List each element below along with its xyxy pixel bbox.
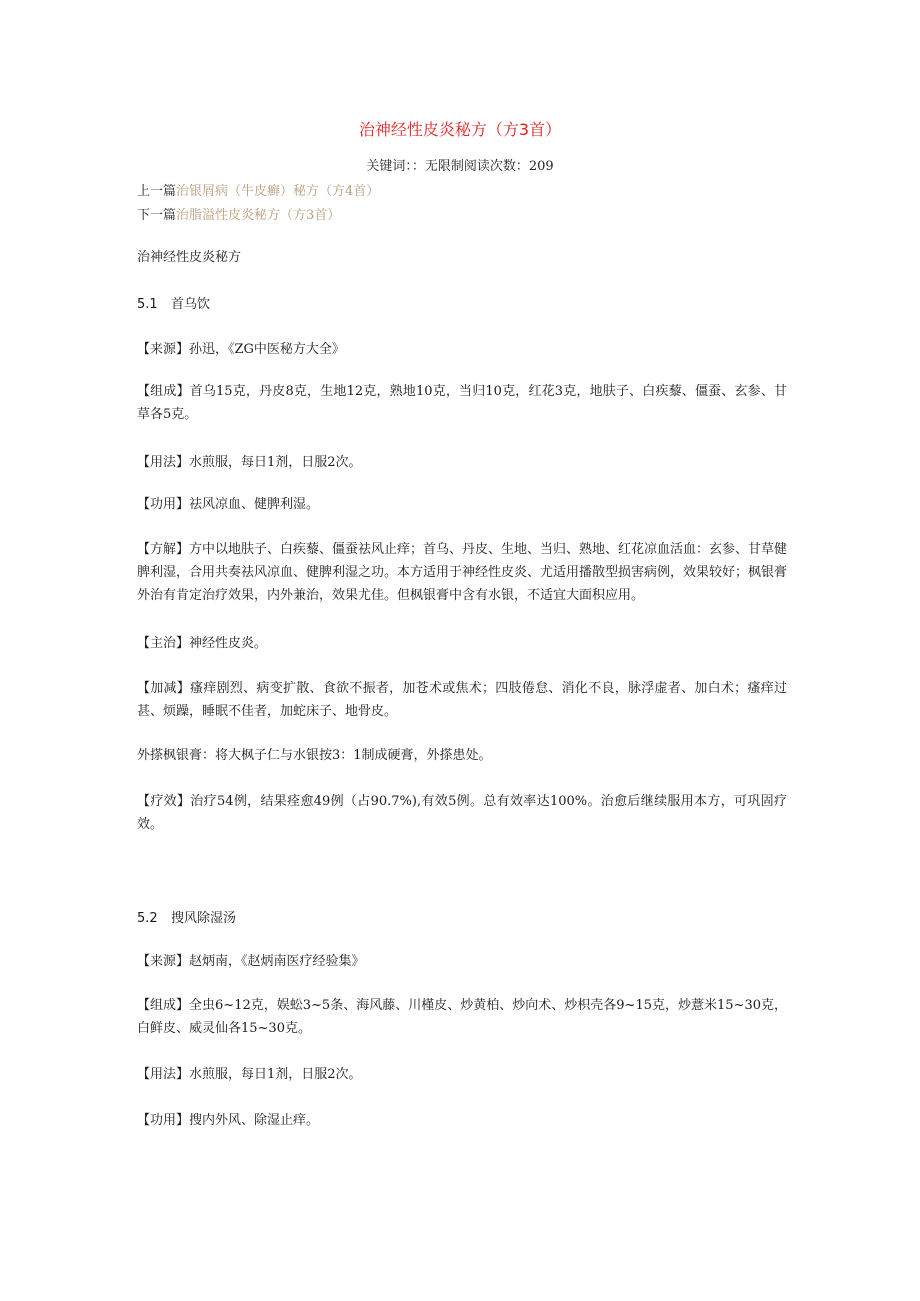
- recipe-name: 搜风除湿汤: [171, 911, 237, 926]
- recipe-indication: 【主治】神经性皮炎。: [137, 636, 268, 651]
- recipe-modification: 【加减】瘙痒剧烈、病变扩散、食欲不振者，加苍术或焦术；四肢倦怠、消化不良，脉浮虚者、加白术；瘙痒过甚、烦躁，睡眠不佳者，加蛇床子、地骨皮。: [137, 681, 787, 719]
- recipe-explanation: 【方解】方中以地肤子、白疾藜、僵蚕祛风止痒；首乌、丹皮、生地、当归、熟地、红花凉血活血：玄参、甘草健脾利湿，合用共奏祛风凉血、健脾利湿之功。本方适用于神经性皮炎、尤适用播散型损害病例，效果较好；枫银膏外治有肯定治疗效果，内外兼治，效果尤佳。但枫银膏中含有水银，不适宜大面积应用。: [137, 542, 788, 603]
- prev-article-link[interactable]: 治银屑病（牛皮癣）秘方（方4首）: [176, 184, 380, 199]
- recipe-effect: 【功用】搜内外风、除湿止痒。: [137, 1113, 320, 1128]
- recipe-heading-2: [137, 907, 787, 930]
- next-label: 下一篇: [137, 208, 177, 223]
- next-article-link[interactable]: 治脂溢性皮炎秘方（方3首）: [176, 208, 341, 223]
- recipe-usage: 【用法】水煎服，每日1剂，日服2次。: [137, 455, 362, 470]
- recipe-name: 首乌饮: [171, 297, 211, 312]
- recipe-composition: 【组成】首乌15克，丹皮8克，生地12克，熟地10克，当归10克，红花3克，地肤子、白疾藜、僵蚕、玄参、甘草各5克。: [137, 384, 787, 422]
- prev-label: 上一篇: [137, 184, 177, 199]
- article-meta: 关键词：：无限制阅读次数：209: [366, 159, 554, 174]
- recipe-efficacy: 【疗效】治疗54例，结果痊愈49例（占90.7%),有效5例。总有效率达100%。治愈后继续服用本方，可巩固疗效。: [137, 794, 787, 832]
- prev-article-nav: [137, 180, 379, 199]
- recipe-number: 5.1: [137, 297, 158, 312]
- next-article-nav: [137, 204, 340, 223]
- recipe-effect: 【功用】祛风凉血、健脾利湿。: [137, 497, 320, 512]
- page-title: 治神经性皮炎秘方（方3首）: [358, 120, 562, 139]
- recipe-external: 外搽枫银膏：将大枫子仁与水银按3：1制成硬膏，外搽患处。: [137, 748, 492, 763]
- recipe-source: 【来源】赵炳南，《赵炳南医疗经验集》: [137, 954, 365, 969]
- recipe-number: 5.2: [137, 911, 158, 926]
- recipe-composition: 【组成】全虫6~12克，娱蚣3~5条、海风藤、川槿皮、炒黄柏、炒向术、炒枳壳各9~15克，炒薏米15~30克，白鲜皮、威灵仙各15~30克。: [137, 998, 787, 1036]
- recipe-heading-1: [137, 293, 787, 316]
- recipe-usage: 【用法】水煎服，每日1剂，日服2次。: [137, 1067, 362, 1082]
- section-heading: 治神经性皮炎秘方: [137, 250, 242, 265]
- recipe-source: 【来源】孙迅，《ZG中医秘方大全》: [137, 342, 345, 357]
